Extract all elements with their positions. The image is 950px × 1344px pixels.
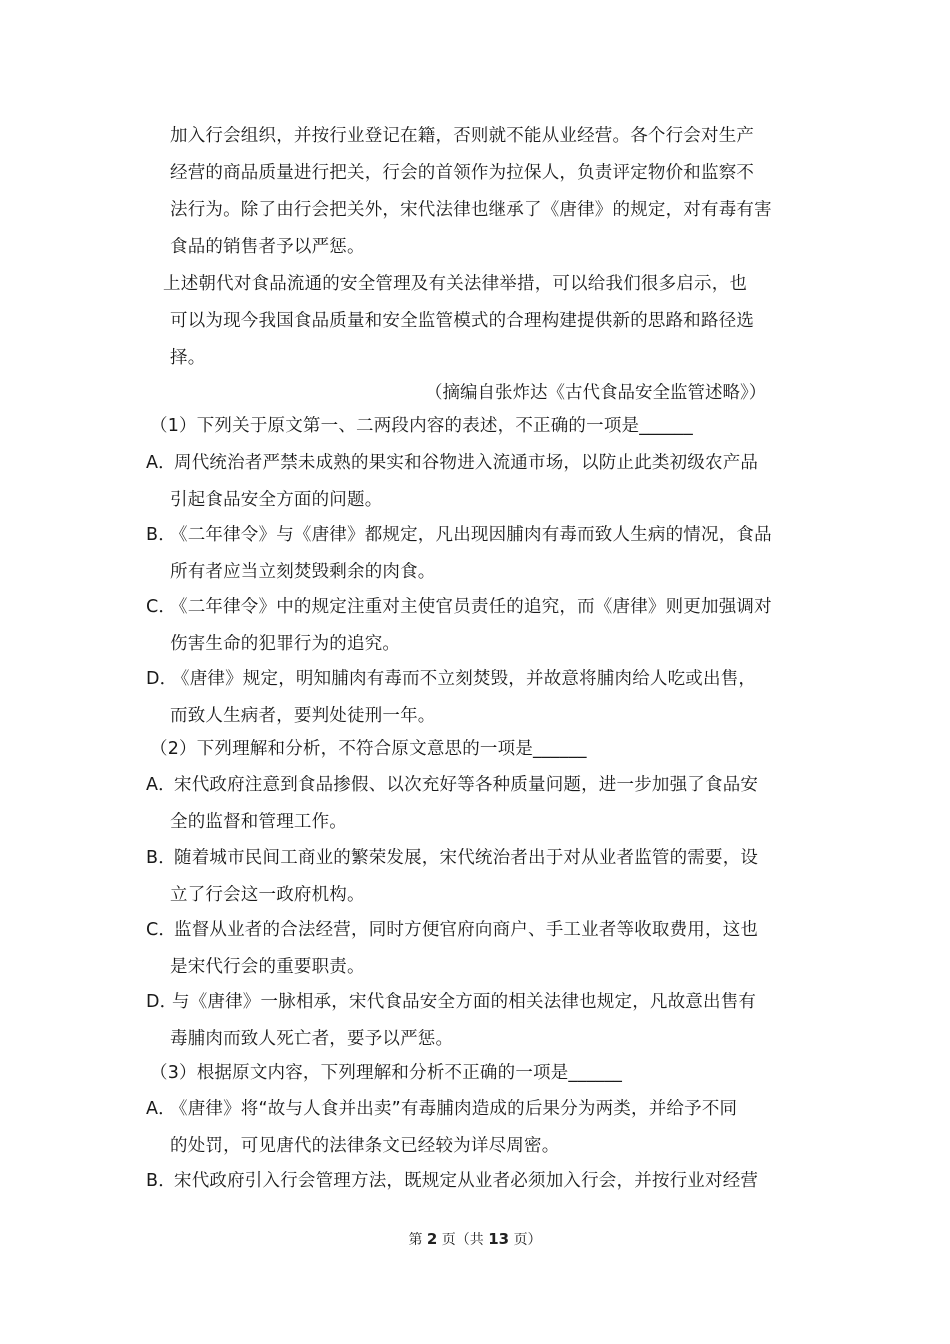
option-letter: A．: [146, 775, 176, 795]
option-text: 毒脯肉而致人死亡者，要予以严惩。: [170, 1029, 454, 1049]
footer-total-pages: 13: [488, 1230, 510, 1248]
footer-suffix: 页）: [513, 1232, 542, 1248]
option-text: 是宋代行会的重要职责。: [170, 957, 365, 977]
option-text: 《二年律令》中的规定注重对主使官员责任的追究，而《唐律》则更加强调对: [170, 597, 772, 617]
question-stem: （2）下列理解和分析，不符合原文意思的一项是______: [150, 739, 587, 759]
option-letter: C．: [146, 597, 177, 617]
footer-mid: 页（共: [441, 1232, 484, 1248]
option-text: 所有者应当立刻焚毁剩余的肉食。: [170, 562, 436, 582]
passage-source: （摘编自张炸达《古代食品安全监管述略》）: [425, 383, 767, 403]
option-text: 随着城市民间工商业的繁荣发展，宋代统治者出于对从业者监管的需要，设: [174, 848, 759, 868]
option-letter: B．: [146, 525, 176, 545]
option-letter: D．: [146, 992, 178, 1012]
passage-line: 可以为现今我国食品质量和安全监管模式的合理构建提供新的思路和路径选: [170, 311, 755, 331]
passage-line: 择。: [170, 348, 206, 368]
option-text: 而致人生病者，要判处徒刑一年。: [170, 706, 436, 726]
option-text: 伤害生命的犯罪行为的追究。: [170, 634, 401, 654]
passage-line: 加入行会组织，并按行业登记在籍，否则就不能从业经营。各个行会对生产: [170, 126, 755, 146]
option-letter: B．: [146, 848, 176, 868]
option-text: 周代统治者严禁未成熟的果实和谷物进入流通市场，以防止此类初级农产品: [174, 453, 759, 473]
footer-page-number: 2: [426, 1230, 438, 1248]
option-text: 《唐律》规定，明知脯肉有毒而不立刻焚毁，并故意将脯肉给人吃或出售，: [172, 669, 757, 689]
question-stem: （3）根据原文内容，下列理解和分析不正确的一项是______: [150, 1063, 623, 1083]
passage-line: 法行为。除了由行会把关外，宋代法律也继承了《唐律》的规定，对有毒有害: [170, 200, 772, 220]
option-letter: D．: [146, 669, 178, 689]
passage-line: 上述朝代对食品流通的安全管理及有关法律举措，可以给我们很多启示，也: [163, 274, 748, 294]
question-stem: （1）下列关于原文第一、二两段内容的表述，不正确的一项是______: [150, 416, 693, 436]
option-letter: B．: [146, 1171, 176, 1191]
option-text: 宋代政府注意到食品掺假、以次充好等各种质量问题，进一步加强了食品安: [174, 775, 759, 795]
option-text: 全的监督和管理工作。: [170, 812, 347, 832]
option-text: 的处罚，可见唐代的法律条文已经较为详尽周密。: [170, 1136, 560, 1156]
passage-line: 经营的商品质量进行把关，行会的首领作为拉保人，负责评定物价和监察不: [170, 163, 755, 183]
footer-prefix: 第: [408, 1232, 423, 1248]
option-text: 《二年律令》与《唐律》都规定，凡出现因脯肉有毒而致人生病的情况，食品: [170, 525, 772, 545]
option-text: 立了行会这一政府机构。: [170, 885, 365, 905]
option-text: 监督从业者的合法经营，同时方便官府向商户、手工业者等收取费用，这也: [174, 920, 759, 940]
page-footer: [0, 1229, 950, 1249]
option-text: 宋代政府引入行会管理方法，既规定从业者必须加入行会，并按行业对经营: [174, 1171, 759, 1191]
option-text: 引起食品安全方面的问题。: [170, 490, 383, 510]
option-text: 与《唐律》一脉相承，宋代食品安全方面的相关法律也规定，凡故意出售有: [172, 992, 757, 1012]
option-text: 《唐律》将“故与人食并出卖”有毒脯肉造成的后果分为两类，并给予不同: [170, 1099, 738, 1119]
option-letter: A．: [146, 453, 176, 473]
option-letter: A．: [146, 1099, 176, 1119]
option-letter: C．: [146, 920, 177, 940]
passage-line: 食品的销售者予以严惩。: [170, 237, 365, 257]
